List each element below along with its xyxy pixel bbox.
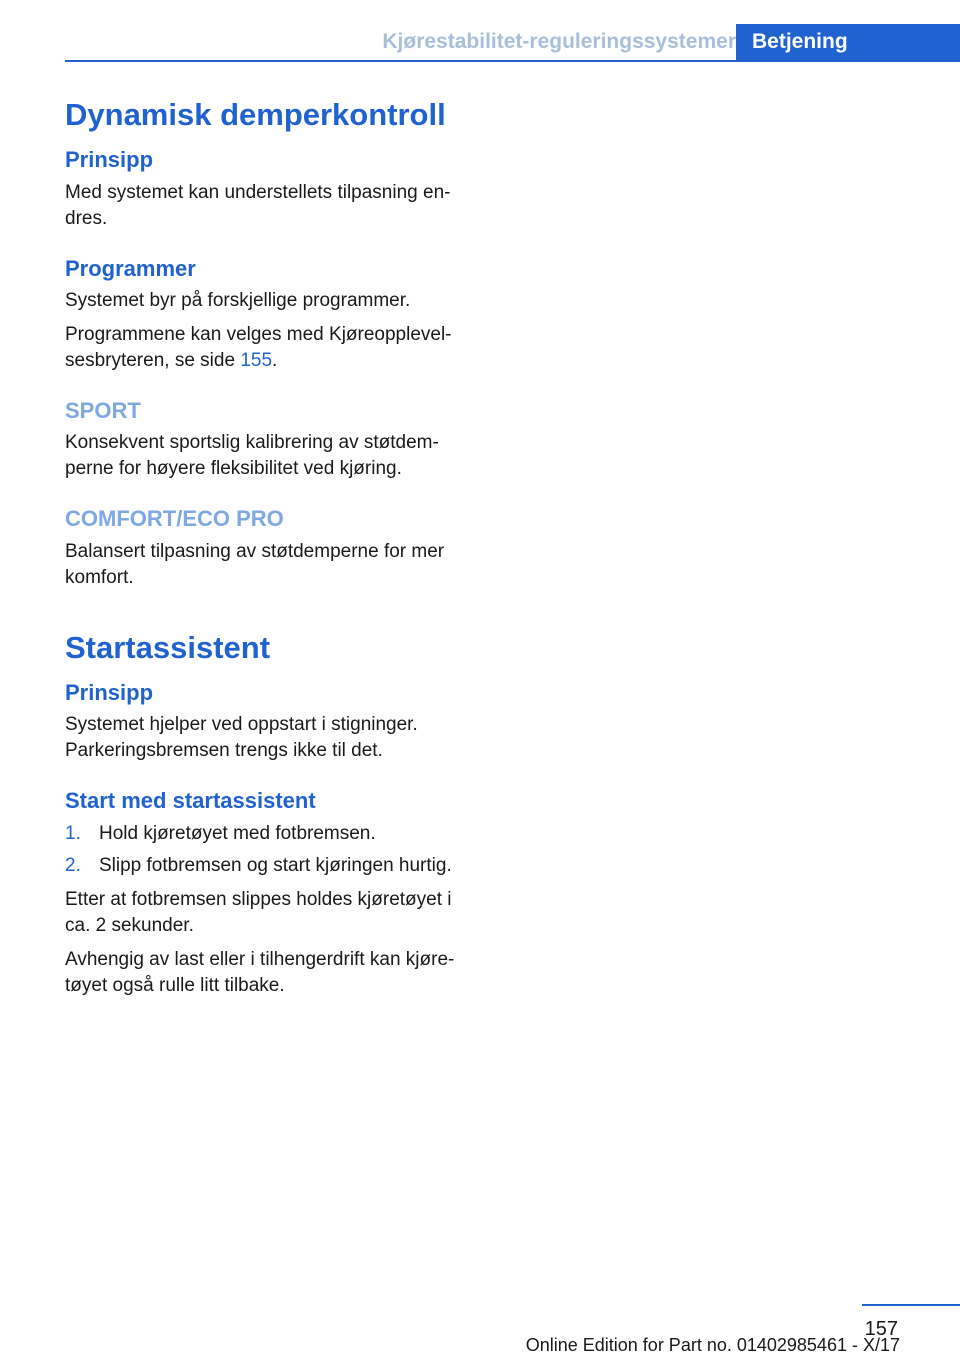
- heading-startassistent: Startassistent: [65, 629, 271, 665]
- page-link[interactable]: 155: [240, 349, 273, 371]
- steps-list: [65, 821, 477, 879]
- section-start-med-startassistent: [65, 788, 477, 998]
- subheading-prinsipp: Prinsipp: [65, 679, 154, 705]
- section-sport: [65, 398, 477, 482]
- paragraph: Konsekvent sportslig kalibrering av støtdem-perne for høyere fleksibilitet ved kjøring.: [65, 432, 439, 480]
- subheading-start-med-startassistent: Start med startassistent: [65, 788, 316, 814]
- section-title: Kjørestabilitet-reguleringssystemer: [382, 30, 736, 53]
- list-item: [65, 821, 477, 847]
- paragraph: Balansert tilpasning av støtdemperne for mer komfort.: [65, 540, 445, 588]
- subheading-sport: SPORT: [65, 397, 141, 423]
- section-prinsipp-1: [65, 147, 477, 231]
- list-item: [65, 853, 477, 879]
- paragraph: Systemet hjelper ved oppstart i stigninger.: [65, 714, 418, 736]
- subheading-comfort-eco-pro: COMFORT/ECO PRO: [65, 506, 284, 532]
- subheading-programmer: Programmer: [65, 255, 196, 281]
- header-divider: [65, 60, 736, 62]
- step-number: 1.: [65, 822, 81, 844]
- page-number: 157: [864, 1318, 898, 1340]
- paragraph: Systemet byr på forskjellige programmer.: [65, 289, 411, 311]
- text: Programmene kan velges med Kjøreopplevel-sesbryteren, se side: [65, 323, 452, 371]
- step-number: 2.: [65, 854, 81, 876]
- page-header: [65, 24, 960, 60]
- paragraph: Parkeringsbremsen trengs ikke til det.: [65, 740, 383, 762]
- section-prinsipp-2: [65, 680, 477, 764]
- heading-dynamisk-demperkontroll: Dynamisk demperkontroll: [65, 97, 446, 132]
- footer-divider: [862, 1304, 960, 1306]
- paragraph: Etter at fotbremsen slippes holdes kjøretøyet i ca. 2 sekunder.: [65, 888, 452, 936]
- paragraph: Avhengig av last eller i tilhengerdrift kan kjøre-tøyet også rulle litt tilbake.: [65, 948, 455, 996]
- edition-note: Online Edition for Part no. 01402985461 - X/17: [525, 1335, 900, 1355]
- text: .: [272, 349, 278, 371]
- step-text: Hold kjøretøyet med fotbremsen.: [99, 822, 376, 844]
- step-text: Slipp fotbremsen og start kjøringen hurtig.: [99, 854, 452, 876]
- subheading-prinsipp: Prinsipp: [65, 147, 154, 173]
- section-comfort-eco-pro: [65, 506, 477, 590]
- section-programmer: [65, 256, 477, 374]
- paragraph: Med systemet kan understellets tilpasning en-dres.: [65, 181, 451, 229]
- chapter-tab[interactable]: Betjening: [736, 24, 960, 62]
- page-content: [65, 96, 477, 1023]
- paragraph-with-link: [65, 322, 477, 374]
